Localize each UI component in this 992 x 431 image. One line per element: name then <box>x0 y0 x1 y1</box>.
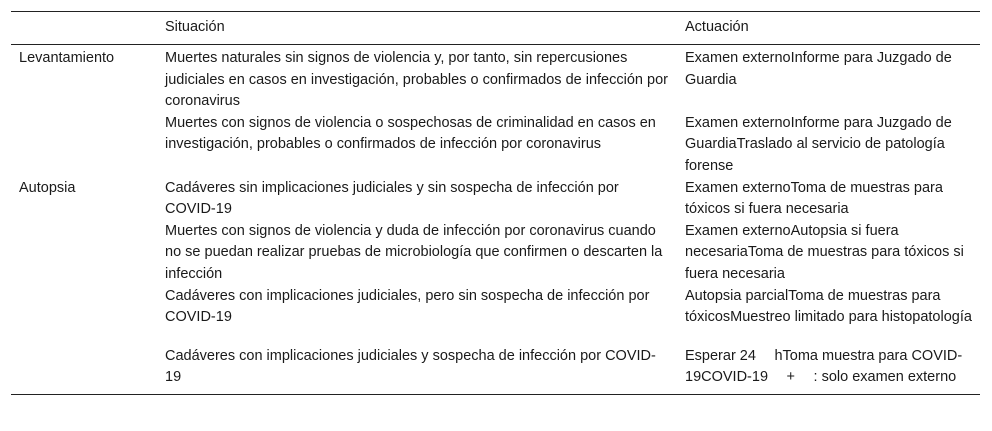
row-group-label <box>11 286 157 346</box>
row-actuacion: Examen externoInforme para Juzgado de Guardia <box>685 50 952 88</box>
row-group-label: Autopsia <box>19 179 76 196</box>
table-row <box>11 221 980 286</box>
table-row <box>11 286 980 346</box>
row-group-label <box>11 346 157 395</box>
table-header-row <box>11 12 980 45</box>
row-situacion: Muertes con signos de violencia o sospechosas de criminalidad en casos en investigación, probables o confirmados de infección por coronavirus <box>165 114 656 153</box>
table-row <box>11 178 980 221</box>
table-row <box>11 45 980 113</box>
row-actuacion: Examen externoInforme para Juzgado de GuardiaTraslado al servicio de patología forense <box>685 114 952 174</box>
row-situacion: Muertes naturales sin signos de violencia y, por tanto, sin repercusiones judiciales en casos en investigación, probables o confirmados de infección por coronavirus <box>165 50 668 110</box>
row-situacion: Cadáveres con implicaciones judiciales, pero sin sospecha de infección por COVID-19 <box>165 287 650 326</box>
row-situacion: Cadáveres con implicaciones judiciales y sospecha de infección por COVID-19 <box>157 346 677 395</box>
row-situacion: Muertes con signos de violencia y duda de infección por coronavirus cuando no se puedan realizar pruebas de microbiología que confirmen o descarten la infección <box>165 222 663 282</box>
row-group-label <box>11 221 157 286</box>
row-actuacion: Examen externoToma de muestras para tóxicos si fuera necesaria <box>685 179 943 218</box>
header-group <box>11 12 157 45</box>
row-actuacion: Autopsia parcialToma de muestras para tóxicosMuestreo limitado para histopatología <box>685 287 972 326</box>
table-row <box>11 346 980 395</box>
row-group-label: Levantamiento <box>19 50 115 66</box>
header-actuacion: Actuación <box>677 12 980 45</box>
row-actuacion: Examen externoAutopsia si fuera necesariaToma de muestras para tóxicos si fuera necesaria <box>685 222 964 282</box>
situations-table <box>11 11 980 395</box>
header-situacion: Situación <box>157 12 677 45</box>
row-actuacion: Esperar 24 hToma muestra para COVID-19COVID-19 + : solo examen externo <box>677 346 980 395</box>
row-group-label <box>11 113 157 178</box>
table-row <box>11 113 980 178</box>
row-situacion: Cadáveres sin implicaciones judiciales y sin sospecha de infección por COVID-19 <box>165 179 619 218</box>
